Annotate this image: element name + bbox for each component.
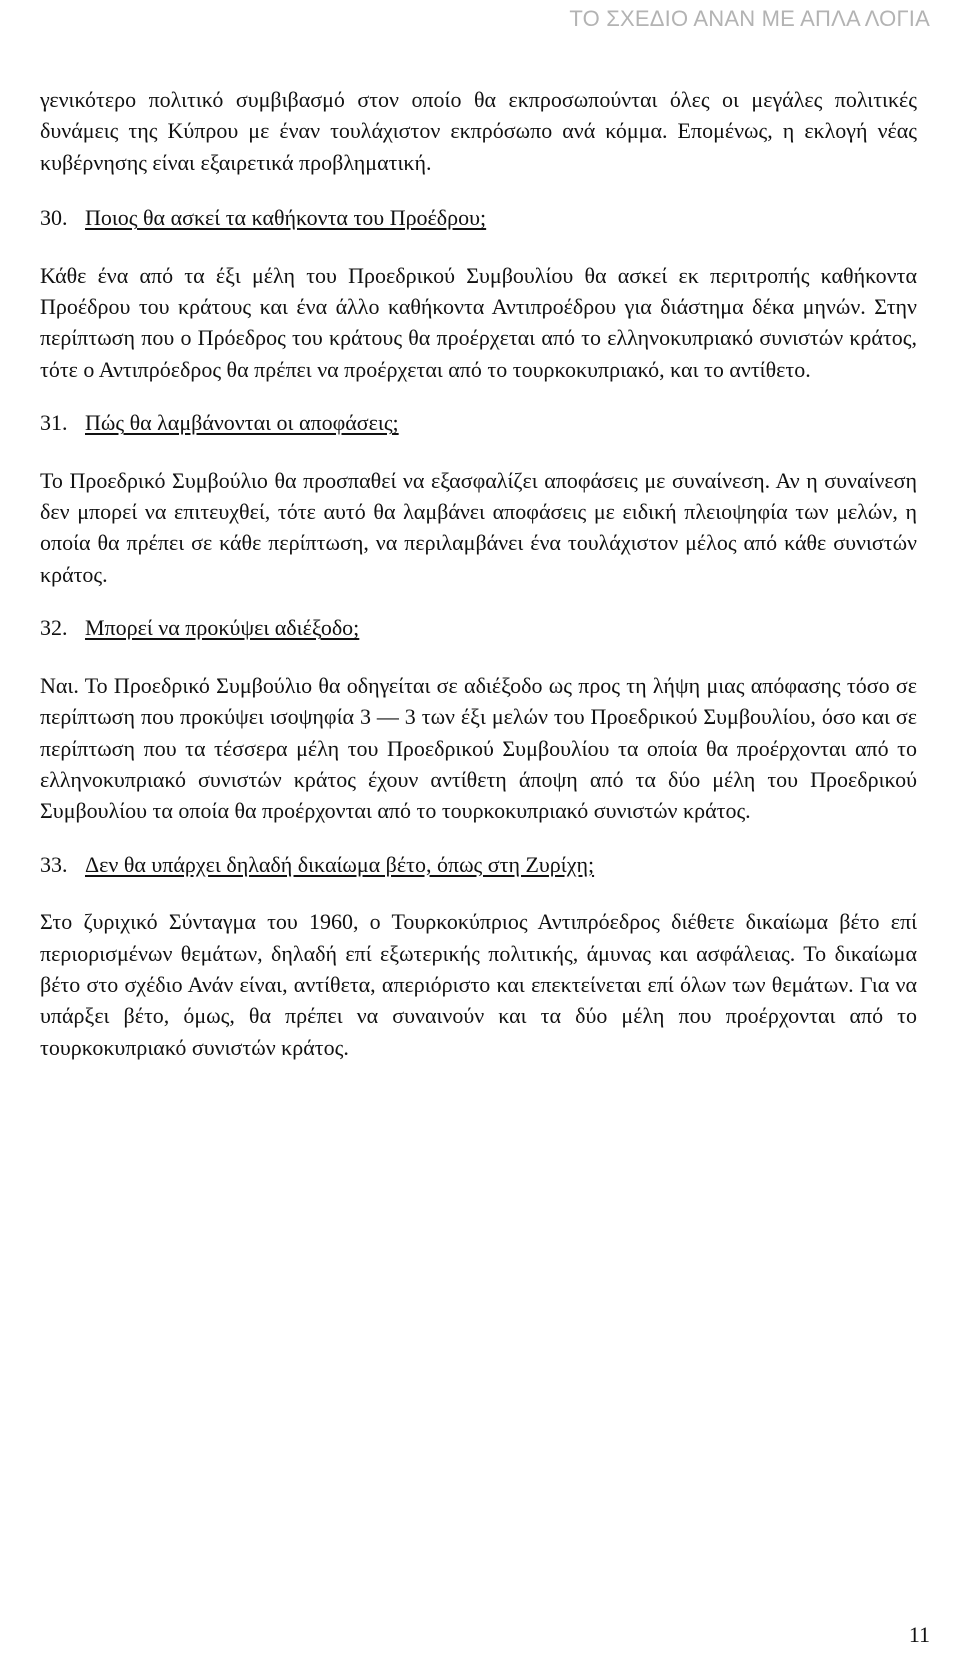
document-body: [40, 84, 917, 1063]
running-header: ΤΟ ΣΧΕΔΙΟ ΑΝΑΝ ΜΕ ΑΠΛΑ ΛΟΓΙΑ: [569, 6, 930, 31]
section-heading-33: [40, 849, 917, 880]
section-number: 32.: [40, 615, 68, 641]
section-number: 33.: [40, 851, 68, 877]
section-heading-30: [40, 202, 917, 233]
intro-paragraph: γενικότερο πολιτικό συμβιβασμό στον οποίο θα εκπροσωπούνται όλες οι μεγάλες πολιτικές δυνάμεις της Κύπρου με έναν τουλάχιστον εκπρόσωπο ανά κόμμα. Επομένως, η εκλογή νέας κυβέρνησης είναι εξαιρετικά προβληματική.: [40, 87, 917, 175]
section-heading-31: [40, 407, 917, 438]
section-answer-31: Το Προεδρικό Συμβούλιο θα προσπαθεί να εξασφαλίζει αποφάσεις με συναίνεση. Αν η συναίνεση δεν μπορεί να επιτευχθεί, τότε αυτό θα λαμβάνει αποφάσεις με ειδική πλειοψηφία των μελών, η οποία θα πρέπει σε κάθε περίπτωση, να περιλαμβάνει ένα τουλάχιστον μέλος από κάθε συνιστών κράτος.: [40, 467, 917, 587]
section-number: 31.: [40, 410, 68, 436]
section-answer-32: Ναι. Το Προεδρικό Συμβούλιο θα οδηγείται σε αδιέξοδο ως προς τη λήψη μιας απόφασης τόσο σε περίπτωση που προκύψει ισοψηφία 3 — 3 των έξι μελών του Προεδρικού Συμβουλίου, όσο και σε περίπτωση που τα τέσσερα μέλη του Προεδρικού Συμβουλίου τα οποία θα προέρχονται από το ελληνοκυπριακό συνιστών κράτος έχουν αντίθετη άποψη από τα δύο μέλη του Προεδρικού Συμβουλίου τα οποία θα προέρχονται από το τουρκοκυπριακό συνιστών κράτος.: [40, 672, 917, 824]
section-answer-33: Στο ζυριχικό Σύνταγμα του 1960, ο Τουρκοκύπριος Αντιπρόεδρος διέθετε δικαίωμα βέτο επί περιορισμένων θεμάτων, δηλαδή επί εξωτερικής πολιτικής, άμυνας και ασφάλειας. Το δικαίωμα βέτο στο σχέδιο Ανάν είναι, αντίθετα, απεριόριστο και επεκτείνεται επί όλων των θεμάτων. Για να υπάρξει βέτο, όμως, θα πρέπει να συναινούν και τα δύο μέλη που προέρχονται από το τουρκοκυπριακό συνιστών κράτος.: [40, 909, 917, 1060]
section-question: Δεν θα υπάρχει δηλαδή δικαίωμα βέτο, όπως στη Ζυρίχη;: [85, 851, 595, 877]
page-number: 11: [908, 1622, 930, 1647]
section-question: Πώς θα λαμβάνονται οι αποφάσεις;: [85, 410, 399, 436]
section-question: Μπορεί να προκύψει αδιέξοδο;: [85, 615, 360, 641]
section-number: 30.: [40, 205, 68, 231]
section-heading-32: [40, 612, 917, 643]
section-question: Ποιος θα ασκεί τα καθήκοντα του Προέδρου;: [85, 205, 487, 231]
section-answer-30: Κάθε ένα από τα έξι μέλη του Προεδρικού Συμβουλίου θα ασκεί εκ περιτροπής καθήκοντα Προέδρου του κράτους και ένα άλλο καθήκοντα Αντιπροέδρου για διάστημα δέκα μηνών. Στην περίπτωση που ο Πρόεδρος του κράτους θα προέρχεται από το ελληνοκυπριακό συνιστών κράτος, τότε ο Αντιπρόεδρος θα πρέπει να προέρχεται από το τουρκοκυπριακό, και το αντίθετο.: [40, 262, 917, 382]
